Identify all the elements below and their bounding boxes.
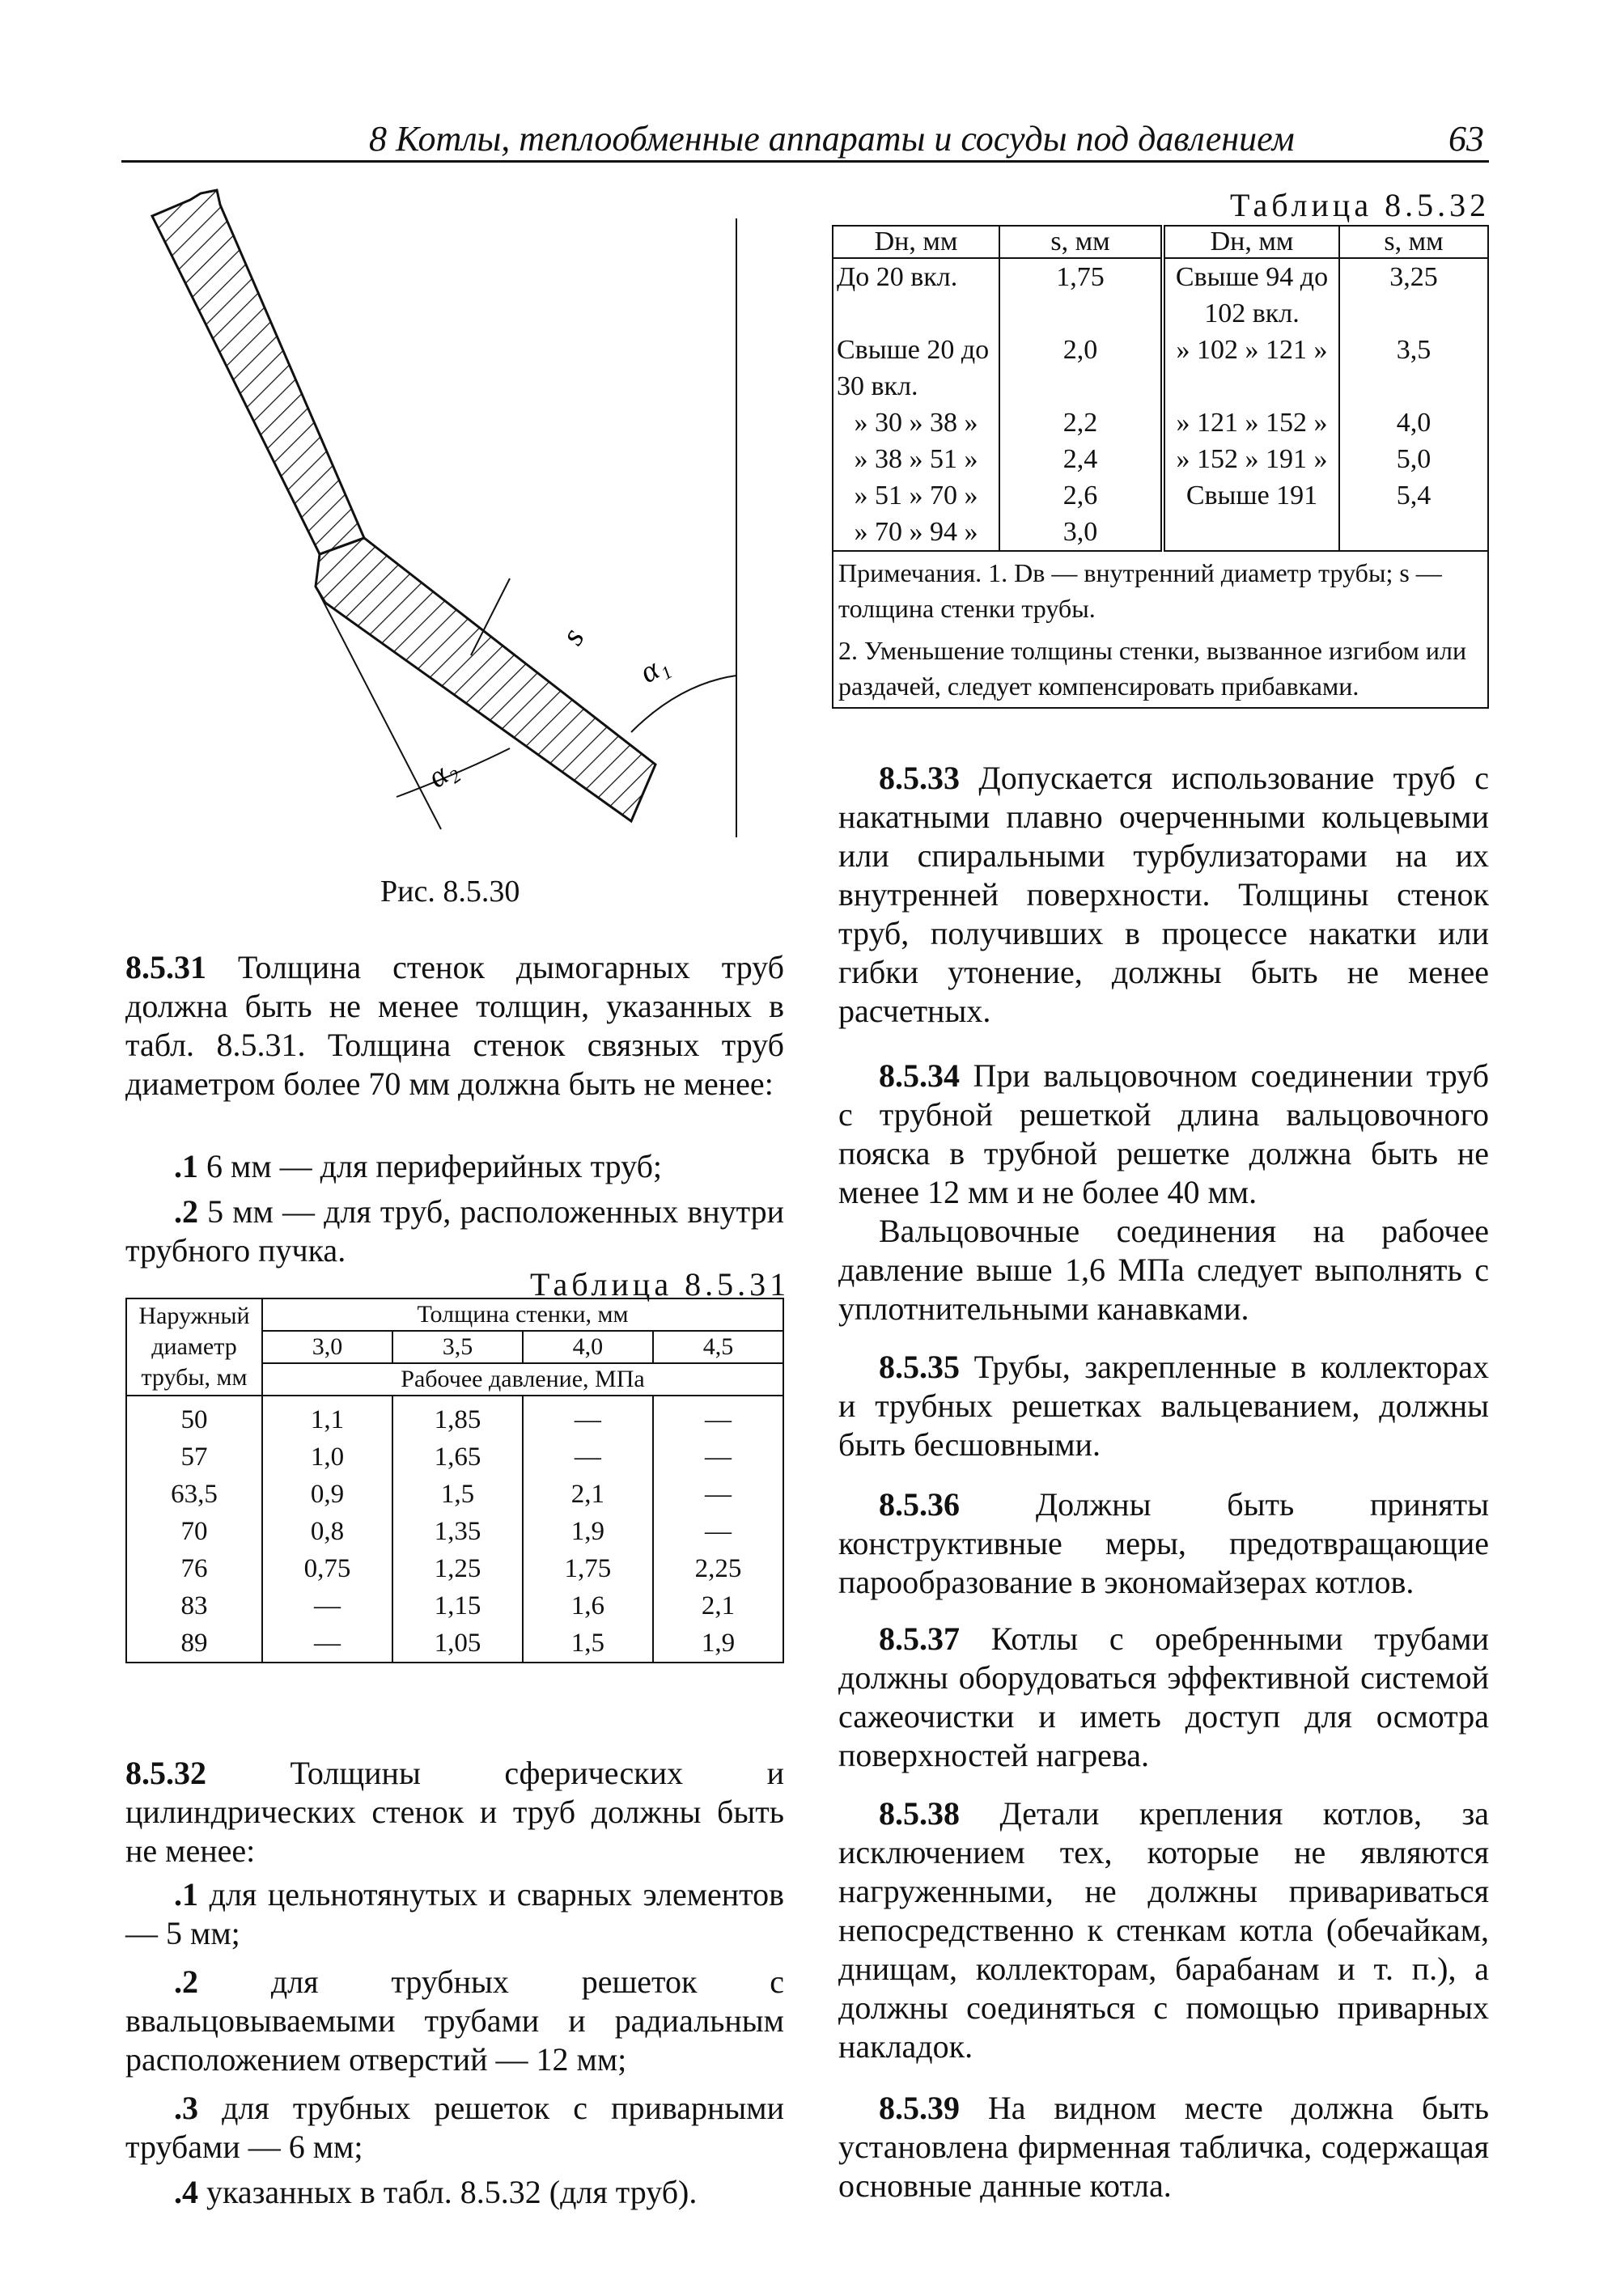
cell: 2,2 xyxy=(999,405,1163,441)
table-row xyxy=(833,441,1488,477)
cell: 2,4 xyxy=(999,441,1163,477)
cell: Свыше 191 xyxy=(1163,477,1339,514)
cell: 1,6 xyxy=(523,1587,653,1625)
table-row xyxy=(833,332,1488,405)
wall-section xyxy=(152,190,364,554)
table-row xyxy=(833,405,1488,441)
paragraph-text: Толщины сферических и цилиндрических стенок и труб должны быть не менее: xyxy=(125,1755,784,1869)
table-8-5-31 xyxy=(125,1298,784,1663)
cell: 1,85 xyxy=(392,1396,523,1438)
cell: 0,8 xyxy=(262,1513,392,1550)
thickness-header: 3,0 xyxy=(262,1331,392,1363)
paragraph-8-5-34 xyxy=(838,1057,1489,1212)
label-alpha1: α₁ xyxy=(634,646,675,690)
paragraph-text: Вальцовочные соединения на рабочее давление выше 1,6 МПа следует выполнять с уплотнительными канавками. xyxy=(838,1213,1489,1327)
paragraph-text: Котлы с оребренными трубами должны оборудоваться эффективной системой сажеочистки и иметь доступ для осмотра поверхностей нагрева. xyxy=(838,1620,1489,1773)
cell: 4,0 xyxy=(1339,405,1488,441)
cell: — xyxy=(653,1513,783,1550)
col-s-header: s, мм xyxy=(999,226,1163,258)
item-8-5-32-4 xyxy=(125,2173,784,2212)
item-8-5-32-1 xyxy=(125,1875,784,1953)
item-number: .4 xyxy=(174,2174,198,2210)
cell: 0,9 xyxy=(262,1476,392,1513)
col-dn-header: Dн, мм xyxy=(833,226,999,258)
table-8-5-32 xyxy=(832,225,1489,709)
item-text: для трубных решеток с ввальцовываемыми трубами и радиальным расположением отверстий — 12 мм; xyxy=(125,1963,784,2078)
cell: — xyxy=(653,1438,783,1476)
cell: 1,1 xyxy=(262,1396,392,1438)
cell: 89 xyxy=(126,1625,262,1663)
cell: 1,75 xyxy=(523,1550,653,1587)
paragraph-8-5-38 xyxy=(838,1794,1489,2066)
item-8-5-31-2 xyxy=(125,1192,784,1270)
item-number: .2 xyxy=(174,1963,198,2000)
table-row xyxy=(126,1438,783,1476)
cell: — xyxy=(653,1476,783,1513)
cell: 1,0 xyxy=(262,1438,392,1476)
paragraph-text: На видном месте должна быть установлена фирменная табличка, содержащая основные данные котла. xyxy=(838,2090,1490,2204)
thickness-header: 4,0 xyxy=(523,1331,653,1363)
cell: 1,75 xyxy=(999,258,1163,332)
paragraph-text: При вальцовочном соединении труб с трубной решеткой длина вальцовочного пояска в трубной решетке должна быть не менее 12 мм и не более 40 мм. xyxy=(838,1057,1490,1210)
cell: 1,15 xyxy=(392,1587,523,1625)
table-8-5-31-title: Таблица 8.5.31 xyxy=(530,1266,791,1303)
cell xyxy=(1339,514,1488,551)
page-number: 63 xyxy=(1448,119,1484,159)
table-note-1: Примечания. 1. Dв — внутренний диаметр трубы; s — толщина стенки трубы. xyxy=(833,551,1488,629)
paragraph-number: 8.5.37 xyxy=(879,1620,960,1657)
table-row xyxy=(833,258,1488,332)
thickness-group-header: Толщина стенки, мм xyxy=(262,1298,783,1331)
paragraph-8-5-37 xyxy=(838,1620,1489,1775)
paragraph-number: 8.5.35 xyxy=(879,1349,960,1385)
cell: » 38 » 51 » xyxy=(833,441,999,477)
cell: 1,5 xyxy=(392,1476,523,1513)
cell: — xyxy=(653,1396,783,1438)
item-number: .3 xyxy=(174,2090,198,2126)
table-8-5-32-title: Таблица 8.5.32 xyxy=(1230,187,1491,223)
label-s: s xyxy=(553,621,592,651)
table-row xyxy=(126,1625,783,1663)
cell: 1,9 xyxy=(653,1625,783,1663)
table-row xyxy=(126,1476,783,1513)
item-text: для цельнотянутых и сварных элементов — 5 мм; xyxy=(125,1876,785,1951)
col-diameter-header: Наружный диаметр трубы, мм xyxy=(126,1298,262,1396)
cell: 57 xyxy=(126,1438,262,1476)
cell: » 102 » 121 » xyxy=(1163,332,1339,405)
paragraph-number: 8.5.38 xyxy=(879,1795,960,1832)
table-row xyxy=(833,477,1488,514)
cell: 50 xyxy=(126,1396,262,1438)
cell: 63,5 xyxy=(126,1476,262,1513)
paragraph-number: 8.5.36 xyxy=(879,1486,960,1523)
item-8-5-32-2 xyxy=(125,1963,784,2079)
cell: 1,65 xyxy=(392,1438,523,1476)
cell: 1,35 xyxy=(392,1513,523,1550)
item-8-5-31-1 xyxy=(125,1147,784,1186)
cell: Свыше 94 до 102 вкл. xyxy=(1163,258,1339,332)
cell: 2,25 xyxy=(653,1550,783,1587)
paragraph-8-5-31 xyxy=(125,948,784,1104)
cell: 1,25 xyxy=(392,1550,523,1587)
paragraph-number: 8.5.32 xyxy=(125,1755,206,1791)
item-text: для трубных решеток с приварными трубами — 6 мм; xyxy=(125,2090,784,2165)
cell: 2,1 xyxy=(523,1476,653,1513)
item-number: .2 xyxy=(174,1193,198,1230)
item-number: .1 xyxy=(174,1148,198,1184)
cell: 3,5 xyxy=(1339,332,1488,405)
paragraph-8-5-32 xyxy=(125,1754,784,1870)
cell: 2,6 xyxy=(999,477,1163,514)
cell: » 30 » 38 » xyxy=(833,405,999,441)
item-text: 5 мм — для труб, расположенных внутри трубного пучка. xyxy=(125,1193,785,1269)
table-row xyxy=(126,1550,783,1587)
cell: 2,0 xyxy=(999,332,1163,405)
cell: » 152 » 191 » xyxy=(1163,441,1339,477)
cell: 70 xyxy=(126,1513,262,1550)
thickness-header: 4,5 xyxy=(653,1331,783,1363)
item-8-5-32-3 xyxy=(125,2089,784,2167)
cell: 1,9 xyxy=(523,1513,653,1550)
paragraph-text: Толщина стенок дымогарных труб должна быть не менее толщин, указанных в табл. 8.5.31. Толщина стенок связных труб диаметром более 70 мм должна быть не менее: xyxy=(125,949,784,1102)
paragraph-8-5-35 xyxy=(838,1348,1489,1464)
running-title: 8 Котлы, теплообменные аппараты и сосуды под давлением xyxy=(369,119,1295,159)
col-dn-header: Dн, мм xyxy=(1163,226,1339,258)
figure-8-5-30 xyxy=(121,182,769,862)
cell: До 20 вкл. xyxy=(833,258,999,332)
figure-caption: Рис. 8.5.30 xyxy=(380,875,520,909)
cell: » 51 » 70 » xyxy=(833,477,999,514)
paragraph-text: Детали крепления котлов, за исключением тех, которые не являются нагруженными, не должны привариваться непосредственно к стенкам котла (обечайкам, днищам, коллекторам, барабанам и т. п.), а должны соединяться с помощью приварных накладок. xyxy=(838,1795,1489,2065)
table-note-row xyxy=(833,551,1488,629)
paragraph-8-5-36 xyxy=(838,1485,1489,1602)
paragraph-text: Допускается использование труб с накатными плавно очерченными кольцевыми или спиральными турбулизаторами на их внутренней поверхности. Толщины стенок труб, получивших в процессе накатки или гибки утонение, должны быть не менее расчетных. xyxy=(838,760,1489,1029)
item-text: 6 мм — для периферийных труб; xyxy=(206,1148,663,1184)
pressure-header: Рабочее давление, МПа xyxy=(262,1363,783,1396)
cell: » 121 » 152 » xyxy=(1163,405,1339,441)
thickness-header: 3,5 xyxy=(392,1331,523,1363)
table-row xyxy=(126,1587,783,1625)
cell: 5,0 xyxy=(1339,441,1488,477)
header-rule xyxy=(121,160,1489,163)
table-note-row xyxy=(833,629,1488,708)
table-row xyxy=(126,1513,783,1550)
cell: 1,05 xyxy=(392,1625,523,1663)
cell: 83 xyxy=(126,1587,262,1625)
cell: 3,25 xyxy=(1339,258,1488,332)
cell: » 70 » 94 » xyxy=(833,514,999,551)
cell: — xyxy=(262,1625,392,1663)
col-s-header: s, мм xyxy=(1339,226,1488,258)
cell: — xyxy=(523,1438,653,1476)
paragraph-text: Трубы, закрепленные в коллекторах и трубных решетках вальцеванием, должны быть бесшовными. xyxy=(838,1349,1489,1463)
paragraph-number: 8.5.34 xyxy=(879,1057,960,1094)
cell: 3,0 xyxy=(999,514,1163,551)
table-row xyxy=(126,1396,783,1438)
table-row xyxy=(833,514,1488,551)
cell: 0,75 xyxy=(262,1550,392,1587)
paragraph-8-5-34-b xyxy=(838,1212,1489,1328)
item-number: .1 xyxy=(174,1876,198,1913)
cell: — xyxy=(262,1587,392,1625)
label-alpha2: α₂ xyxy=(422,751,464,795)
tube-section xyxy=(316,538,655,821)
paragraph-8-5-39 xyxy=(838,2089,1489,2205)
cell xyxy=(1163,514,1339,551)
cell: 1,5 xyxy=(523,1625,653,1663)
cell: Свыше 20 до 30 вкл. xyxy=(833,332,999,405)
paragraph-text: Должны быть приняты конструктивные меры, предотвращающие парообразование в экономайзерах котлов. xyxy=(838,1486,1489,1600)
paragraph-number: 8.5.31 xyxy=(125,949,206,985)
paragraph-number: 8.5.33 xyxy=(879,760,960,796)
cell: 76 xyxy=(126,1550,262,1587)
paragraph-number: 8.5.39 xyxy=(879,2090,960,2126)
table-note-2: 2. Уменьшение толщины стенки, вызванное изгибом или раздачей, следует компенсировать прибавками. xyxy=(833,629,1488,708)
item-text: указанных в табл. 8.5.32 (для труб). xyxy=(206,2174,698,2210)
cell: — xyxy=(523,1396,653,1438)
cell: 2,1 xyxy=(653,1587,783,1625)
paragraph-8-5-33 xyxy=(838,759,1489,1031)
cell: 5,4 xyxy=(1339,477,1488,514)
